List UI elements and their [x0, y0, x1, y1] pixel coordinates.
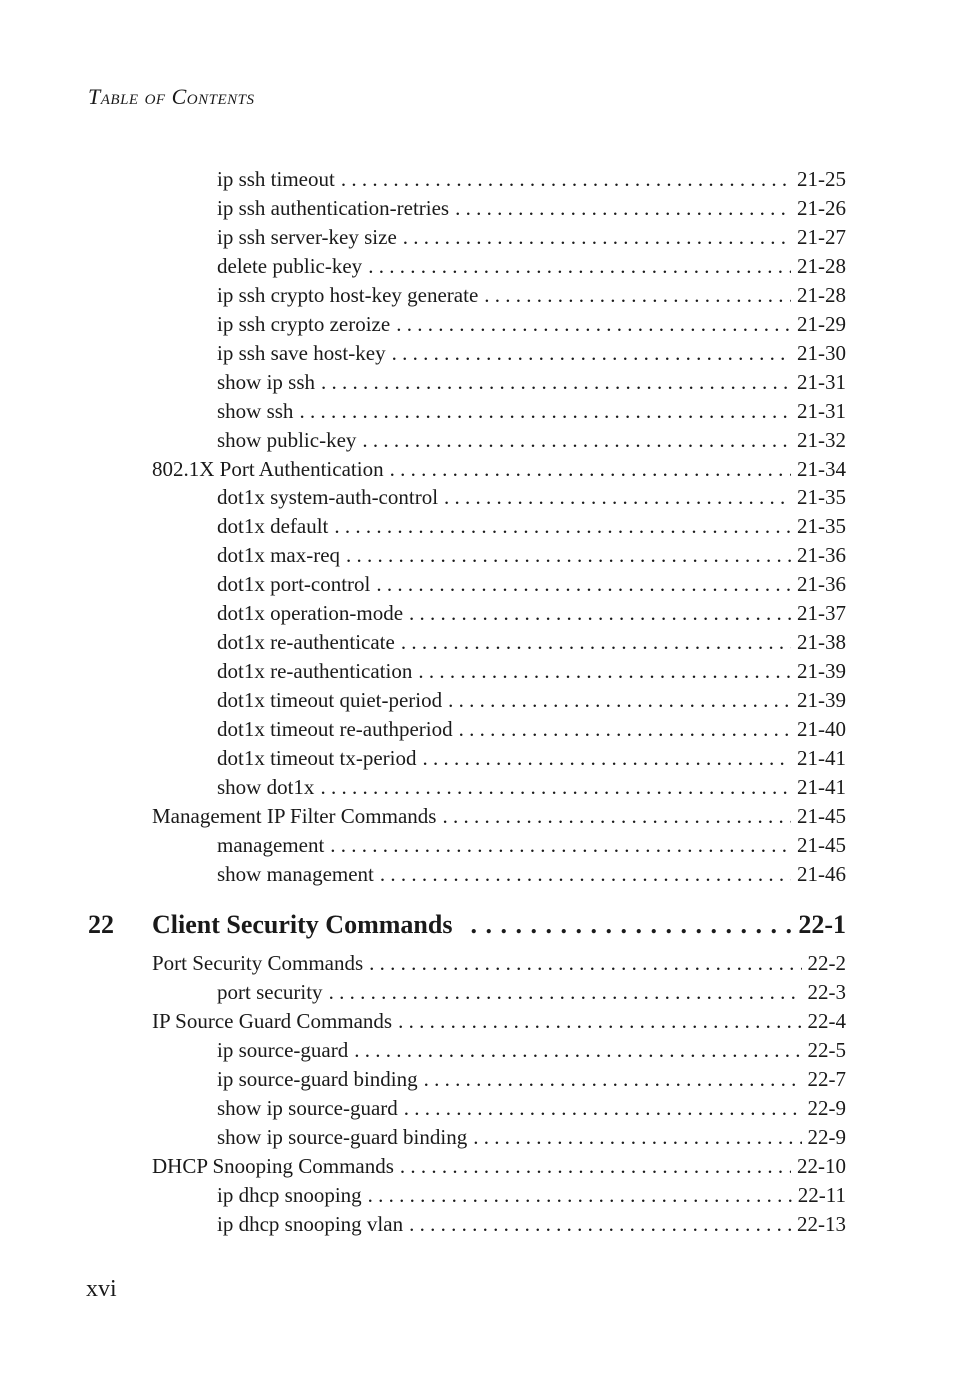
- toc-entry-page: 22-11: [797, 1182, 846, 1207]
- toc-entry-page: 21-39: [797, 688, 846, 713]
- toc-entry-page: 21-30: [797, 340, 846, 365]
- toc-entry-dot1x-system-auth-control[interactable]: [217, 485, 846, 514]
- toc-entry-page: 21-45: [797, 803, 846, 828]
- toc-entry-802-1x-port-authentication[interactable]: [152, 457, 846, 486]
- dot-leader: [392, 341, 791, 366]
- toc-entry-label: ip ssh save host-key: [217, 340, 386, 365]
- dot-leader: [362, 428, 791, 453]
- toc-entry-dhcp-snooping-commands[interactable]: [152, 1154, 846, 1183]
- toc-entry-label: ip source-guard binding: [217, 1066, 418, 1091]
- dot-leader: [473, 1125, 801, 1150]
- toc-entry-label: DHCP Snooping Commands: [152, 1153, 394, 1178]
- toc-entry-dot1x-timeout-quiet-period[interactable]: [217, 688, 846, 717]
- toc-entry-page: 22-2: [807, 951, 846, 975]
- toc-entry-label: dot1x operation-mode: [217, 601, 404, 626]
- toc-entry-page: 21-31: [797, 398, 846, 423]
- toc-entry-label: dot1x re-authentication: [217, 659, 413, 684]
- toc-entry-label: show public-key: [217, 427, 357, 452]
- toc-entry-dot1x-re-authentication[interactable]: [217, 659, 846, 688]
- toc-entry-page: 21-36: [797, 572, 846, 597]
- toc-entry-ip-source-guard-commands[interactable]: [152, 1009, 846, 1038]
- chapter-heading[interactable]: [88, 910, 846, 944]
- toc-entry-label: show ssh: [217, 398, 294, 423]
- dot-leader: [400, 1154, 791, 1179]
- toc-entry-label: dot1x timeout quiet-period: [217, 688, 443, 713]
- toc-entry-page: 21-41: [797, 746, 846, 770]
- chapter-title: Client Security Commands: [152, 910, 453, 939]
- toc-entry-page: 21-26: [797, 195, 846, 220]
- toc-entry-page: 21-29: [797, 311, 846, 336]
- dot-leader: [418, 659, 791, 684]
- toc-entry-ip-ssh-timeout[interactable]: [217, 167, 846, 196]
- dot-leader: [409, 1212, 791, 1237]
- header-of: OF: [144, 92, 166, 108]
- toc-entry-page: 21-31: [797, 369, 846, 394]
- toc-entry-page: 21-35: [797, 485, 846, 510]
- toc-entry-label: ip ssh authentication-retries: [217, 195, 450, 220]
- toc-entry-ip-ssh-server-key-size[interactable]: [217, 225, 846, 254]
- dot-leader: [470, 910, 794, 940]
- dot-leader: [398, 1009, 801, 1034]
- toc-entry-label: ip ssh timeout: [217, 167, 335, 191]
- toc-entry-management[interactable]: [217, 833, 846, 862]
- toc-entry-page: 22-7: [807, 1066, 846, 1091]
- toc-entry-label: show ip source-guard: [217, 1095, 398, 1120]
- toc-entry-show-ssh[interactable]: [217, 399, 846, 428]
- dot-leader: [442, 804, 791, 829]
- header-t: T: [88, 84, 101, 109]
- dot-leader: [369, 951, 801, 976]
- toc-entry-ip-source-guard[interactable]: [217, 1038, 846, 1067]
- chapter-number: 22: [88, 910, 114, 939]
- toc-entry-show-ip-source-guard-binding[interactable]: [217, 1125, 846, 1154]
- toc-entry-dot1x-port-control[interactable]: [217, 572, 846, 601]
- dot-leader: [368, 254, 791, 279]
- toc-entry-page: 22-9: [807, 1124, 846, 1149]
- toc-entry-ip-ssh-crypto-host-key-generate[interactable]: [217, 283, 846, 312]
- dot-leader: [409, 601, 791, 626]
- toc-entry-label: port security: [217, 979, 323, 1004]
- header-able: ABLE: [100, 92, 139, 108]
- toc-entry-show-dot1x[interactable]: [217, 775, 846, 804]
- header-c: C: [171, 84, 187, 109]
- dot-leader: [376, 572, 791, 597]
- toc-entry-label: management: [217, 832, 325, 857]
- dot-leader: [299, 399, 791, 424]
- toc-entry-page: 22-9: [807, 1095, 846, 1120]
- toc-entry-management-ip-filter-commands[interactable]: [152, 804, 846, 833]
- toc-entry-page: 21-34: [797, 456, 846, 481]
- toc-entry-page: 21-37: [797, 601, 846, 626]
- toc-entry-page: 22-13: [797, 1211, 846, 1236]
- toc-entry-dot1x-timeout-re-authperiod[interactable]: [217, 717, 846, 746]
- toc-entry-label: ip ssh server-key size: [217, 224, 397, 249]
- toc-entry-label: dot1x max-req: [217, 543, 341, 568]
- toc-entry-label: ip dhcp snooping: [217, 1182, 362, 1207]
- toc-entry-ip-ssh-authentication-retries[interactable]: [217, 196, 846, 225]
- toc-entry-dot1x-timeout-tx-period[interactable]: [217, 746, 846, 775]
- dot-leader: [390, 457, 791, 482]
- toc-entry-page: 22-3: [807, 979, 846, 1004]
- toc-entry-page: 22-5: [807, 1037, 846, 1062]
- dot-leader: [341, 167, 791, 192]
- dot-leader: [484, 283, 791, 308]
- dot-leader: [334, 514, 791, 539]
- toc-entry-page: 21-39: [797, 659, 846, 684]
- dot-leader: [396, 312, 791, 337]
- toc-entry-page: 21-38: [797, 630, 846, 655]
- toc-entry-page: 22-4: [807, 1008, 846, 1033]
- toc-entry-label: show ip ssh: [217, 369, 316, 394]
- toc-entry-label: Management IP Filter Commands: [152, 803, 437, 828]
- toc-entry-page: 21-45: [797, 832, 846, 857]
- toc-entry-label: 802.1X Port Authentication: [152, 456, 384, 481]
- toc-entry-ip-ssh-save-host-key[interactable]: [217, 341, 846, 370]
- page-number: xvi: [86, 1276, 117, 1302]
- toc-entry-label: show dot1x: [217, 774, 315, 799]
- dot-leader: [354, 1038, 801, 1063]
- toc-entry-page: 21-25: [797, 167, 846, 191]
- dot-leader: [404, 1096, 802, 1121]
- dot-leader: [422, 746, 791, 771]
- toc-entry-label: ip dhcp snooping vlan: [217, 1211, 404, 1236]
- toc-entry-label: delete public-key: [217, 253, 363, 278]
- toc-entry-page: 21-32: [797, 427, 846, 452]
- toc-entry-label: dot1x re-authenticate: [217, 630, 395, 655]
- toc-entry-label: dot1x timeout tx-period: [217, 746, 417, 770]
- toc-entry-label: IP Source Guard Commands: [152, 1008, 393, 1033]
- toc-entry-dot1x-re-authenticate[interactable]: [217, 630, 846, 659]
- dot-leader: [321, 370, 791, 395]
- dot-leader: [368, 1183, 792, 1208]
- dot-leader: [346, 543, 791, 568]
- toc-entry-show-public-key[interactable]: [217, 428, 846, 457]
- toc-entry-ip-ssh-crypto-zeroize[interactable]: [217, 312, 846, 341]
- toc-entry-ip-source-guard-binding[interactable]: [217, 1067, 846, 1096]
- toc-entry-port-security[interactable]: [217, 980, 846, 1009]
- toc-entry-label: dot1x timeout re-authperiod: [217, 717, 453, 742]
- toc-entry-dot1x-operation-mode[interactable]: [217, 601, 846, 630]
- toc-entry-page: 21-41: [797, 774, 846, 799]
- toc-entry-show-ip-ssh[interactable]: [217, 370, 846, 399]
- toc-entry-label: Port Security Commands: [152, 951, 364, 975]
- toc-entry-label: dot1x default: [217, 514, 329, 539]
- toc-entry-show-ip-source-guard[interactable]: [217, 1096, 846, 1125]
- toc-entry-ip-dhcp-snooping[interactable]: [217, 1183, 846, 1212]
- dot-leader: [401, 630, 791, 655]
- dot-leader: [330, 833, 791, 858]
- dot-leader: [459, 717, 791, 742]
- chapter-page: 22-1: [798, 910, 846, 939]
- toc-entry-page: 21-40: [797, 717, 846, 742]
- toc-entry-page: 22-10: [797, 1153, 846, 1178]
- dot-leader: [320, 775, 791, 800]
- running-header: [88, 84, 254, 110]
- toc-entry-page: 21-27: [797, 224, 846, 249]
- dot-leader: [380, 862, 791, 887]
- toc-entry-label: ip source-guard: [217, 1037, 349, 1062]
- toc-entry-dot1x-default[interactable]: [217, 514, 846, 543]
- dot-leader: [424, 1067, 802, 1092]
- dot-leader: [444, 485, 791, 510]
- toc-entry-port-security-commands[interactable]: [152, 951, 846, 980]
- toc-entry-dot1x-max-req[interactable]: [217, 543, 846, 572]
- toc-entry-label: dot1x system-auth-control: [217, 485, 439, 510]
- toc-entry-label: show management: [217, 861, 374, 886]
- toc-entry-show-management[interactable]: [217, 862, 846, 891]
- toc-entry-page: 21-46: [797, 861, 846, 886]
- toc-entry-ip-dhcp-snooping-vlan[interactable]: [217, 1212, 846, 1241]
- toc-entry-delete-public-key[interactable]: [217, 254, 846, 283]
- toc-entry-label: show ip source-guard binding: [217, 1124, 468, 1149]
- dot-leader: [403, 225, 791, 250]
- toc-entry-page: 21-36: [797, 543, 846, 568]
- toc-entry-label: ip ssh crypto zeroize: [217, 311, 391, 336]
- toc-entry-page: 21-35: [797, 514, 846, 539]
- dot-leader: [455, 196, 791, 221]
- toc-entry-page: 21-28: [797, 253, 846, 278]
- dot-leader: [329, 980, 802, 1005]
- toc-entry-page: 21-28: [797, 282, 846, 307]
- toc-entry-label: dot1x port-control: [217, 572, 371, 597]
- toc-entry-label: ip ssh crypto host-key generate: [217, 282, 479, 307]
- header-ontents: ONTENTS: [186, 92, 255, 108]
- dot-leader: [448, 688, 791, 713]
